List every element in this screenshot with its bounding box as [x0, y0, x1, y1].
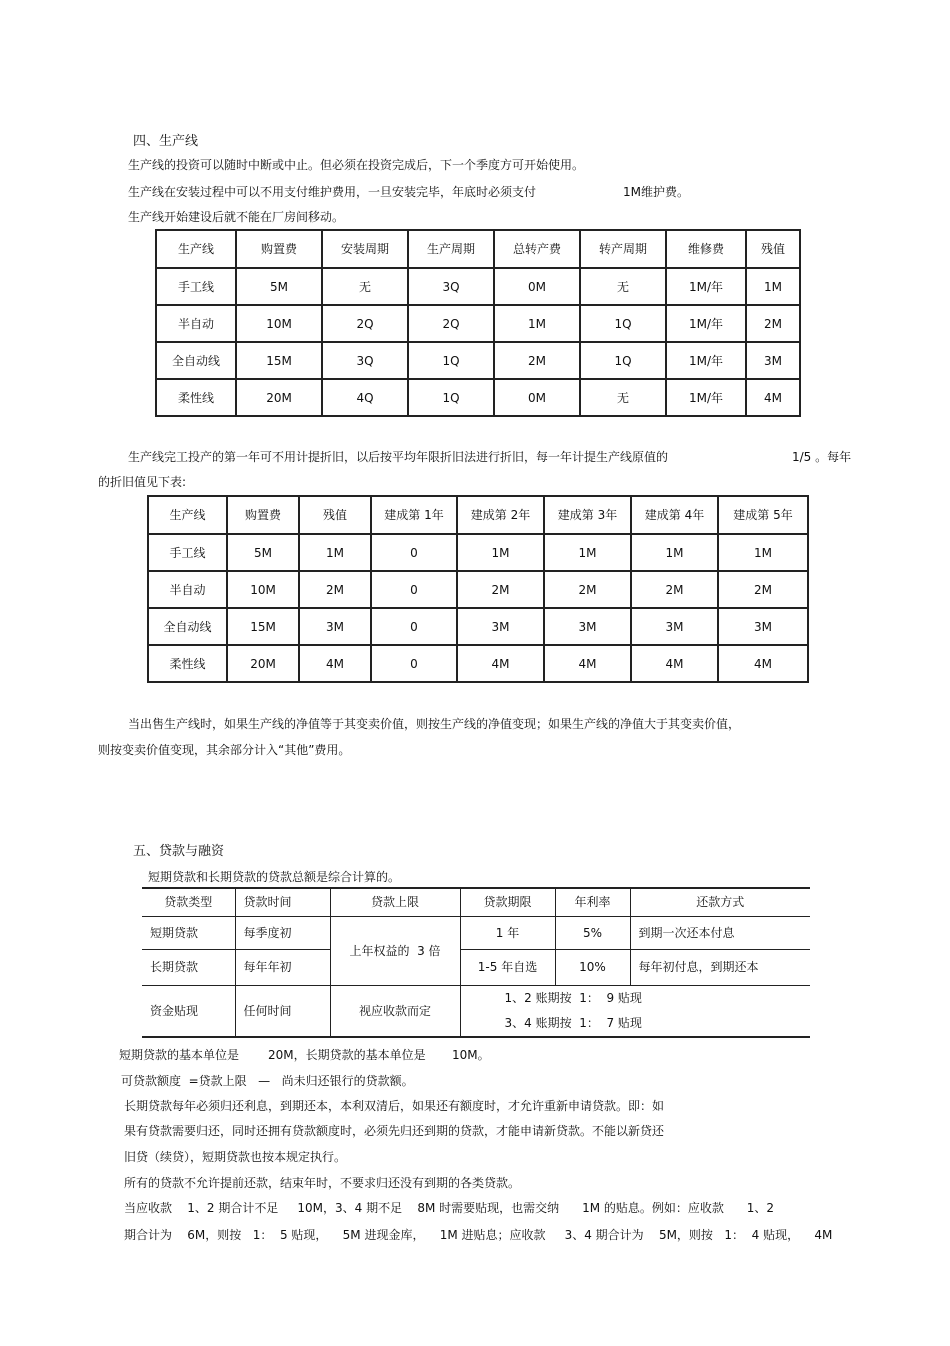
header-cell: 转产周期: [580, 230, 666, 268]
table-row: [148, 534, 808, 571]
cell: 视应收款而定: [330, 985, 460, 1037]
header-cell: 生产线: [148, 496, 227, 534]
cell: 2M: [544, 571, 631, 608]
cell: 4M: [631, 645, 718, 682]
cell: 1-5 年自选: [460, 949, 555, 985]
paragraph: 生产线在安装过程中可以不用支付维护费用，一旦安装完毕，年底时必须支付: [128, 185, 537, 199]
table-row: [148, 645, 808, 682]
cell: 1M: [631, 534, 718, 571]
cell: 1M/年: [666, 268, 746, 305]
table-row: [148, 571, 808, 608]
table-row: [156, 305, 800, 342]
header-cell: 贷款上限: [330, 888, 460, 916]
cell: 3M: [631, 608, 718, 645]
section-heading-production-line: 四、生产线: [133, 134, 199, 149]
paragraph-fragment: 10M。: [452, 1048, 490, 1062]
header-cell: 贷款类型: [142, 888, 235, 916]
paragraph: 生产线开始建设后就不能在厂房间移动。: [128, 210, 345, 224]
header-cell: 贷款时间: [235, 888, 330, 916]
header-cell: 残值: [299, 496, 371, 534]
table-row: [156, 342, 800, 379]
header-cell: 购置费: [236, 230, 322, 268]
paragraph-fragment: 1/5 。每年: [792, 450, 852, 464]
header-cell: 生产线: [156, 230, 236, 268]
cell: 3M: [746, 342, 800, 379]
cell: 长期贷款: [142, 949, 235, 985]
table-row: [156, 379, 800, 416]
cell: 15M: [236, 342, 322, 379]
cell: 2M: [457, 571, 544, 608]
cell: 1Q: [580, 342, 666, 379]
cell: 1M: [299, 534, 371, 571]
cell: 2Q: [408, 305, 494, 342]
header-cell: 建成第 4年: [631, 496, 718, 534]
discount-rule: 3、4 账期按 1： 7 贴现: [504, 1015, 642, 1030]
cell: 20M: [227, 645, 299, 682]
header-cell: 维修费: [666, 230, 746, 268]
cell: 4Q: [322, 379, 408, 416]
cell: 2M: [746, 305, 800, 342]
header-cell: 生产周期: [408, 230, 494, 268]
cell: 20M: [236, 379, 322, 416]
paragraph: 期合计为 6M，则按 1： 5 贴现， 5M 进现金库， 1M 进贴息；应收款 3、4 期合计为 5M，则按 1： 4 贴现， 4M: [124, 1228, 833, 1242]
cell: 5M: [227, 534, 299, 571]
cell: 半自动: [148, 571, 227, 608]
cell: 柔性线: [156, 379, 236, 416]
cell: 4M: [718, 645, 808, 682]
cell: 3M: [299, 608, 371, 645]
discount-rule: 1、2 账期按 1： 9 贴现: [504, 990, 642, 1005]
header-cell: 总转产费: [494, 230, 580, 268]
cell: 1M/年: [666, 305, 746, 342]
cell: 3M: [544, 608, 631, 645]
paragraph: 生产线的投资可以随时中断或中止。但必须在投资完成后，下一个季度方可开始使用。: [128, 158, 585, 172]
header-cell: 建成第 1年: [371, 496, 457, 534]
paragraph: 果有贷款需要归还，同时还拥有贷款额度时，必须先归还到期的贷款，才能申请新贷款。不能以新贷还: [124, 1124, 665, 1138]
loan-table: [142, 887, 810, 1038]
paragraph: 旧贷（续贷），短期贷款也按本规定执行。: [124, 1150, 347, 1164]
cell: 资金贴现: [142, 985, 235, 1037]
cell: 每年初付息，到期还本: [630, 949, 810, 985]
cell: 任何时间: [235, 985, 330, 1037]
cell: 4M: [457, 645, 544, 682]
paragraph: 则按变卖价值变现，其余部分计入“其他”费用。: [98, 743, 351, 757]
cell: 10%: [555, 949, 630, 985]
cell: 10M: [236, 305, 322, 342]
cell: 2M: [631, 571, 718, 608]
cell: 1M: [746, 268, 800, 305]
cell: 1Q: [580, 305, 666, 342]
table-header-row: [148, 496, 808, 534]
cell: 1M: [494, 305, 580, 342]
table-row: [142, 949, 810, 985]
cell: 1M: [718, 534, 808, 571]
cell: 到期一次还本付息: [630, 916, 810, 949]
section-heading-loans: 五、贷款与融资: [133, 844, 225, 859]
paragraph: 可贷款额度 =贷款上限 — 尚未归还银行的贷款额。: [121, 1074, 414, 1088]
header-cell: 安装周期: [322, 230, 408, 268]
cell: 1M/年: [666, 342, 746, 379]
cell: 5%: [555, 916, 630, 949]
cell: 0M: [494, 268, 580, 305]
cell: 手工线: [148, 534, 227, 571]
cell: 3Q: [408, 268, 494, 305]
cell: 半自动: [156, 305, 236, 342]
cell: 短期贷款: [142, 916, 235, 949]
paragraph: 长期贷款每年必须归还利息，到期还本，本利双清后，如果还有额度时，才允许重新申请贷款。即：如: [124, 1099, 665, 1113]
cell: 无: [580, 268, 666, 305]
paragraph: 生产线完工投产的第一年可不用计提折旧，以后按平均年限折旧法进行折旧，每一年计提生产线原值的: [128, 450, 669, 464]
cell: 0: [371, 608, 457, 645]
cell: 4M: [544, 645, 631, 682]
table-row: [156, 268, 800, 305]
cell: 全自动线: [156, 342, 236, 379]
table-row: [142, 985, 810, 1037]
header-cell: 贷款期限: [460, 888, 555, 916]
cell: 0M: [494, 379, 580, 416]
table-row: [148, 608, 808, 645]
cell: 10M: [227, 571, 299, 608]
cell: 2M: [494, 342, 580, 379]
cell: 柔性线: [148, 645, 227, 682]
cell: 每年年初: [235, 949, 330, 985]
paragraph-fragment: 1M维护费。: [623, 185, 689, 199]
cell: 5M: [236, 268, 322, 305]
cell: 15M: [227, 608, 299, 645]
header-cell: 还款方式: [630, 888, 810, 916]
cell: 手工线: [156, 268, 236, 305]
cell: 4M: [746, 379, 800, 416]
header-cell: 建成第 5年: [718, 496, 808, 534]
production-line-table: [155, 229, 801, 417]
cell: 1 年: [460, 916, 555, 949]
cell: 3Q: [322, 342, 408, 379]
paragraph: 当出售生产线时，如果生产线的净值等于其变卖价值，则按生产线的净值变现；如果生产线的净值大于其变卖价值，: [128, 717, 741, 731]
header-cell: 建成第 3年: [544, 496, 631, 534]
cell: 0: [371, 645, 457, 682]
cell: 2Q: [322, 305, 408, 342]
cell: 无: [322, 268, 408, 305]
cell: 无: [580, 379, 666, 416]
cell-discount-rules: [460, 985, 810, 1037]
cell: 3M: [457, 608, 544, 645]
header-cell: 残值: [746, 230, 800, 268]
cell: 0: [371, 534, 457, 571]
paragraph: 所有的贷款不允许提前还款，结束年时，不要求归还没有到期的各类贷款。: [124, 1176, 521, 1190]
paragraph: 的折旧值见下表:: [98, 475, 187, 489]
paragraph: 短期贷款和长期贷款的贷款总额是综合计算的。: [148, 870, 401, 884]
cell: 每季度初: [235, 916, 330, 949]
cell: 2M: [299, 571, 371, 608]
header-cell: 年利率: [555, 888, 630, 916]
paragraph-fragment: 20M，长期贷款的基本单位是: [268, 1048, 426, 1062]
depreciation-table: [147, 495, 809, 683]
paragraph: 短期贷款的基本单位是: [119, 1048, 240, 1062]
cell-loan-limit: 上年权益的 3 倍: [330, 916, 460, 985]
cell: 全自动线: [148, 608, 227, 645]
cell: 1Q: [408, 342, 494, 379]
header-cell: 建成第 2年: [457, 496, 544, 534]
table-row: [142, 916, 810, 949]
cell: 3M: [718, 608, 808, 645]
paragraph: 当应收款 1、2 期合计不足 10M，3、4 期不足 8M 时需要贴现，也需交纳 1M 的贴息。例如：应收款 1、2: [124, 1201, 775, 1215]
cell: 1M: [544, 534, 631, 571]
header-cell: 购置费: [227, 496, 299, 534]
table-header-row: [142, 888, 810, 916]
table-header-row: [156, 230, 800, 268]
cell: 1M/年: [666, 379, 746, 416]
cell: 1Q: [408, 379, 494, 416]
cell: 1M: [457, 534, 544, 571]
cell: 2M: [718, 571, 808, 608]
cell: 4M: [299, 645, 371, 682]
cell: 0: [371, 571, 457, 608]
